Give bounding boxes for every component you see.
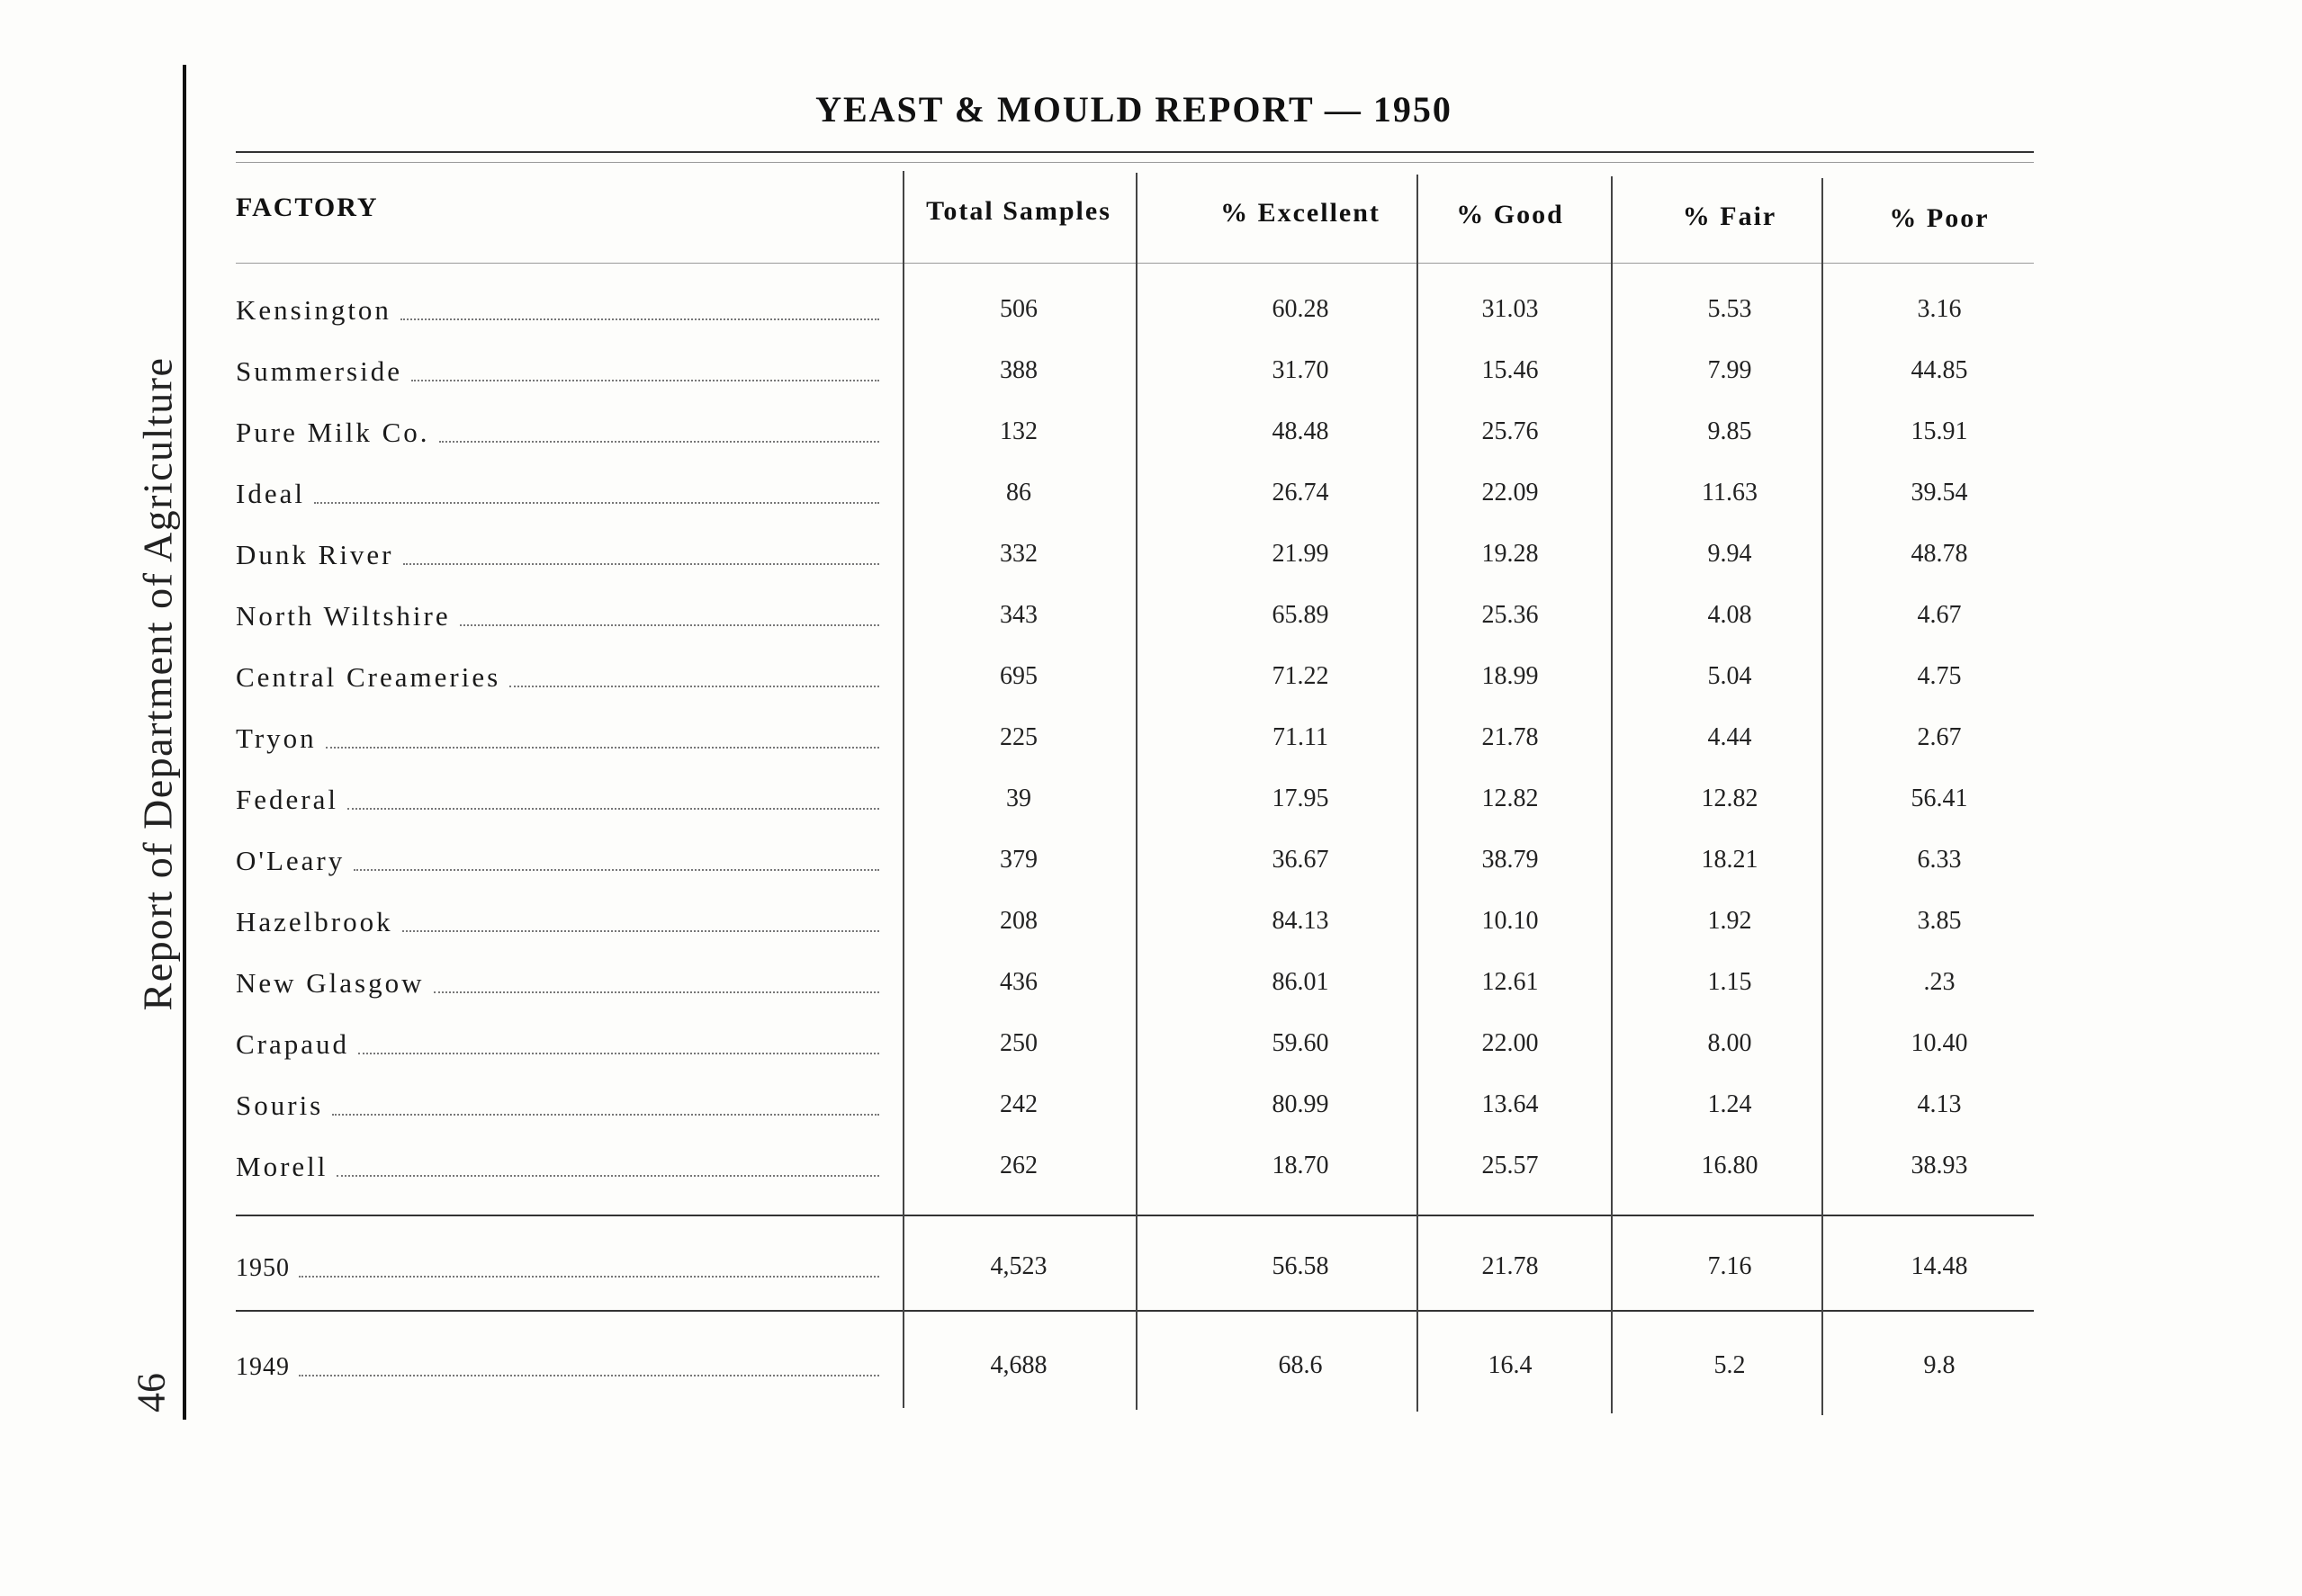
- factory-name: North Wiltshire: [236, 600, 451, 632]
- poor-value: 15.91: [1911, 417, 1968, 445]
- total-samples-value: 262: [1000, 1152, 1038, 1179]
- factory-name: Pure Milk Co.: [236, 417, 430, 448]
- fair-value: 5.53: [1707, 295, 1752, 323]
- factory-name: Kensington: [236, 294, 391, 326]
- year-label: 1950: [236, 1254, 290, 1282]
- factory-name: Ideal: [236, 478, 305, 509]
- factory-name: O'Leary: [236, 845, 346, 876]
- col-header-total-samples: Total Samples: [926, 196, 1111, 226]
- factory-name: Dunk River: [236, 539, 394, 570]
- total-samples-value: 4,523: [990, 1252, 1048, 1280]
- good-value: 16.4: [1488, 1351, 1533, 1379]
- total-samples-value: 39: [1006, 785, 1031, 812]
- fair-value: 7.99: [1707, 356, 1752, 384]
- poor-value: 2.67: [1917, 723, 1962, 751]
- excellent-value: 60.28: [1272, 295, 1329, 323]
- excellent-value: 36.67: [1272, 846, 1329, 874]
- total-samples-value: 132: [1000, 417, 1038, 445]
- table-row: [0, 410, 2302, 464]
- total-samples-value: 208: [1000, 907, 1038, 935]
- good-value: 12.82: [1481, 785, 1539, 812]
- top-rule-thin: [236, 162, 2034, 163]
- poor-value: 38.93: [1911, 1152, 1968, 1179]
- report-title: YEAST & MOULD REPORT — 1950: [815, 89, 1452, 130]
- poor-value: 3.16: [1917, 295, 1962, 323]
- factory-name: Summerside: [236, 355, 402, 387]
- good-value: 25.76: [1481, 417, 1539, 445]
- fair-value: 12.82: [1701, 785, 1758, 812]
- fair-value: 18.21: [1701, 846, 1758, 874]
- fair-value: 4.08: [1707, 601, 1752, 629]
- fair-value: 4.44: [1707, 723, 1752, 751]
- excellent-value: 59.60: [1272, 1029, 1329, 1057]
- table-row: [0, 533, 2302, 587]
- totals-rule: [236, 1310, 2034, 1312]
- fair-value: 9.85: [1707, 417, 1752, 445]
- page-number: 46: [129, 1373, 174, 1412]
- total-samples-value: 379: [1000, 846, 1038, 874]
- table-row: [0, 900, 2302, 954]
- excellent-value: 68.6: [1278, 1351, 1323, 1379]
- total-samples-value: 436: [1000, 968, 1038, 996]
- poor-value: 9.8: [1923, 1351, 1956, 1379]
- good-value: 13.64: [1481, 1090, 1539, 1118]
- poor-value: 56.41: [1911, 785, 1968, 812]
- table-row: [0, 961, 2302, 1015]
- total-samples-value: 4,688: [990, 1351, 1048, 1379]
- good-value: 19.28: [1481, 540, 1539, 568]
- top-rule: [236, 151, 2034, 153]
- poor-value: 3.85: [1917, 907, 1962, 935]
- fair-value: 1.24: [1707, 1090, 1752, 1118]
- good-value: 15.46: [1481, 356, 1539, 384]
- poor-value: 48.78: [1911, 540, 1968, 568]
- total-samples-value: 343: [1000, 601, 1038, 629]
- totals-row-1950: [0, 1245, 2302, 1299]
- good-value: 10.10: [1481, 907, 1539, 935]
- fair-value: 1.15: [1707, 968, 1752, 996]
- good-value: 21.78: [1481, 1252, 1539, 1280]
- excellent-value: 80.99: [1272, 1090, 1329, 1118]
- table-row: [0, 1083, 2302, 1137]
- good-value: 18.99: [1481, 662, 1539, 690]
- excellent-value: 86.01: [1272, 968, 1329, 996]
- total-samples-value: 250: [1000, 1029, 1038, 1057]
- factory-name: Morell: [236, 1151, 328, 1182]
- table-row: [0, 1022, 2302, 1076]
- poor-value: 44.85: [1911, 356, 1968, 384]
- excellent-value: 18.70: [1272, 1152, 1329, 1179]
- good-value: 22.09: [1481, 479, 1539, 507]
- col-header-good: % Good: [1456, 200, 1564, 229]
- year-label: 1949: [236, 1353, 290, 1381]
- excellent-value: 71.22: [1272, 662, 1329, 690]
- poor-value: 4.67: [1917, 601, 1962, 629]
- fair-value: 1.92: [1707, 907, 1752, 935]
- factory-name: Central Creameries: [236, 661, 501, 693]
- poor-value: .23: [1923, 968, 1956, 996]
- total-samples-value: 388: [1000, 356, 1038, 384]
- totals-row-1949: [0, 1344, 2302, 1398]
- table-row: [0, 777, 2302, 831]
- excellent-value: 48.48: [1272, 417, 1329, 445]
- total-samples-value: 506: [1000, 295, 1038, 323]
- excellent-value: 17.95: [1272, 785, 1329, 812]
- table-row: [0, 471, 2302, 525]
- table-row: [0, 838, 2302, 892]
- excellent-value: 65.89: [1272, 601, 1329, 629]
- table-row: [0, 594, 2302, 648]
- factory-name: Tryon: [236, 722, 317, 754]
- table-row: [0, 716, 2302, 770]
- fair-value: 7.16: [1707, 1252, 1752, 1280]
- excellent-value: 31.70: [1272, 356, 1329, 384]
- excellent-value: 26.74: [1272, 479, 1329, 507]
- total-samples-value: 225: [1000, 723, 1038, 751]
- col-header-factory: FACTORY: [236, 193, 379, 222]
- poor-value: 6.33: [1917, 846, 1962, 874]
- good-value: 38.79: [1481, 846, 1539, 874]
- fair-value: 5.2: [1713, 1351, 1746, 1379]
- poor-value: 4.13: [1917, 1090, 1962, 1118]
- table-row: [0, 288, 2302, 342]
- poor-value: 39.54: [1911, 479, 1968, 507]
- table-row: [0, 655, 2302, 709]
- good-value: 21.78: [1481, 723, 1539, 751]
- total-samples-value: 86: [1006, 479, 1031, 507]
- subtotal-rule: [236, 1215, 2034, 1216]
- poor-value: 10.40: [1911, 1029, 1968, 1057]
- factory-name: Crapaud: [236, 1028, 350, 1060]
- poor-value: 4.75: [1917, 662, 1962, 690]
- factory-name: Federal: [236, 784, 338, 815]
- factory-name: Souris: [236, 1089, 324, 1121]
- good-value: 12.61: [1481, 968, 1539, 996]
- table-row: [0, 1144, 2302, 1198]
- good-value: 22.00: [1481, 1029, 1539, 1057]
- factory-name: Hazelbrook: [236, 906, 393, 937]
- fair-value: 8.00: [1707, 1029, 1752, 1057]
- col-header-fair: % Fair: [1682, 202, 1777, 231]
- fair-value: 5.04: [1707, 662, 1752, 690]
- header-rule: [236, 263, 2034, 264]
- fair-value: 16.80: [1701, 1152, 1758, 1179]
- total-samples-value: 242: [1000, 1090, 1038, 1118]
- fair-value: 11.63: [1702, 479, 1758, 507]
- excellent-value: 84.13: [1272, 907, 1329, 935]
- total-samples-value: 332: [1000, 540, 1038, 568]
- good-value: 25.57: [1481, 1152, 1539, 1179]
- poor-value: 14.48: [1911, 1252, 1968, 1280]
- fair-value: 9.94: [1707, 540, 1752, 568]
- col-header-excellent: % Excellent: [1220, 198, 1380, 228]
- good-value: 25.36: [1481, 601, 1539, 629]
- excellent-value: 21.99: [1272, 540, 1329, 568]
- good-value: 31.03: [1481, 295, 1539, 323]
- running-head: Report of Department of Agriculture: [134, 356, 181, 1011]
- factory-name: New Glasgow: [236, 967, 425, 999]
- excellent-value: 56.58: [1272, 1252, 1329, 1280]
- table-row: [0, 349, 2302, 403]
- excellent-value: 71.11: [1272, 723, 1328, 751]
- total-samples-value: 695: [1000, 662, 1038, 690]
- col-header-poor: % Poor: [1889, 203, 1990, 233]
